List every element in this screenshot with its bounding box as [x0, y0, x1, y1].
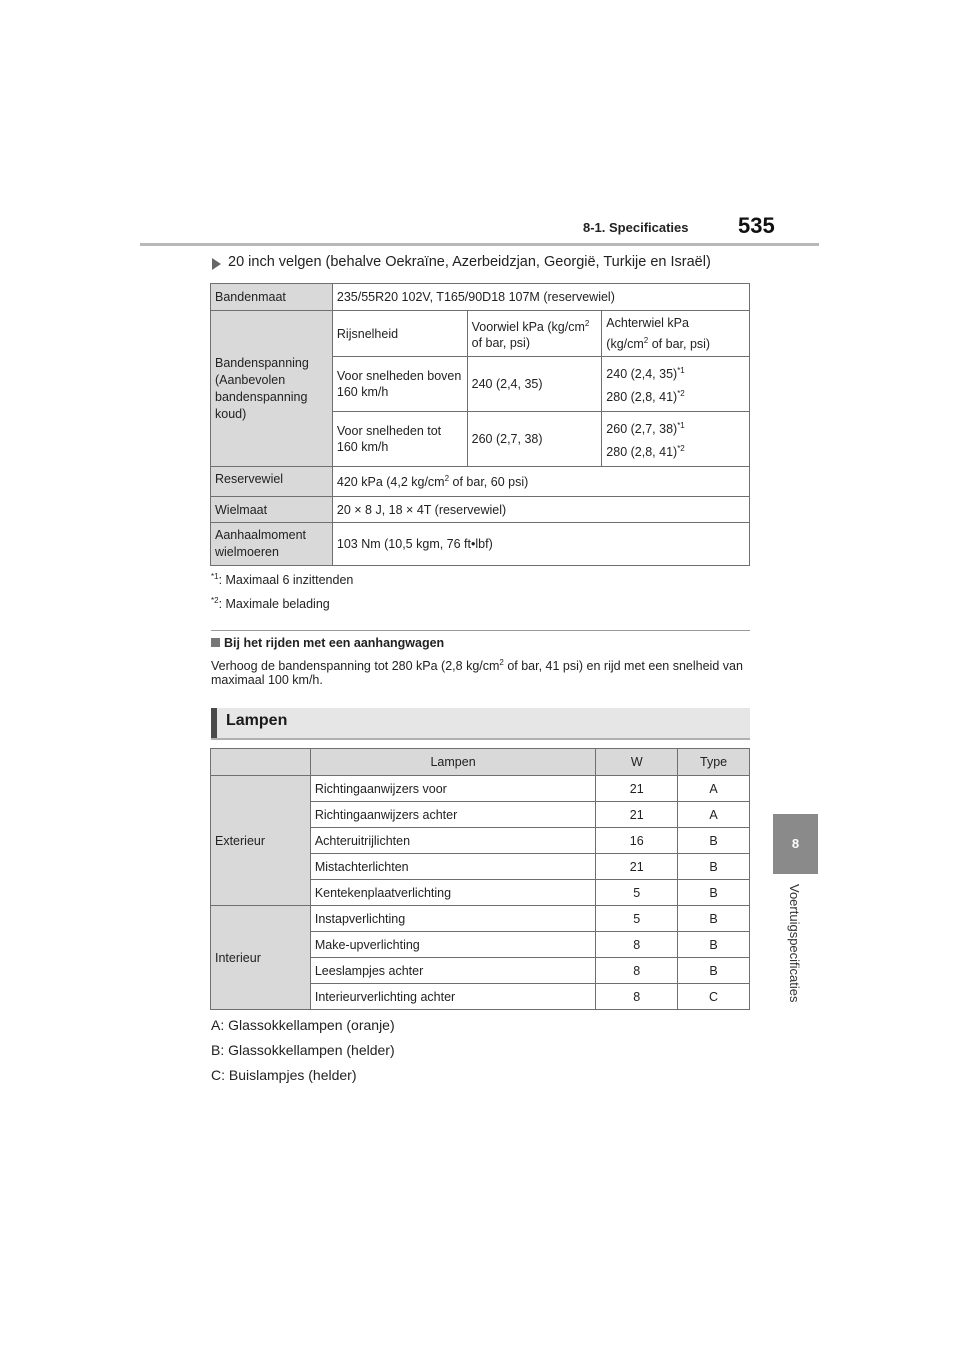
- section-title: 8-1. Specificaties: [583, 220, 689, 235]
- lamp-watt: 16: [596, 828, 678, 854]
- col-rear: [602, 311, 750, 357]
- row1-rear-a-sup: *1: [677, 365, 685, 375]
- footnote-1-mark: *1: [211, 572, 219, 581]
- lamp-name: Interieurverlichting achter: [310, 984, 595, 1010]
- header-rule: [140, 243, 819, 246]
- footnote-1: [211, 572, 353, 587]
- lamp-watt: 8: [596, 932, 678, 958]
- lamps-header-group: [211, 749, 311, 776]
- tire-size-value: 235/55R20 102V, T165/90D18 107M (reservewiel): [332, 284, 749, 311]
- section-accent: [211, 708, 217, 738]
- table-row: [211, 523, 750, 566]
- table-row: [211, 776, 750, 802]
- lamp-type: B: [678, 958, 750, 984]
- col-rear-end: of bar, psi): [648, 337, 711, 352]
- legend-a: A: Glassokkellampen (oranje): [211, 1017, 395, 1033]
- lamps-header-lamp: Lampen: [310, 749, 595, 776]
- col-front: [467, 311, 602, 357]
- page-number: 535: [738, 213, 775, 238]
- pressure-label-text: Bandenspanning (Aanbevolen bandenspanning koud): [215, 355, 309, 421]
- row1-speed: Voor snelheden boven 160 km/h: [332, 357, 467, 412]
- lamp-watt: 5: [596, 880, 678, 906]
- square-bullet-icon: [211, 638, 220, 647]
- lamp-name: Mistachterlichten: [310, 854, 595, 880]
- row1-rear-a: 240 (2,4, 35): [606, 367, 678, 381]
- lamp-name: Richtingaanwijzers achter: [310, 802, 595, 828]
- towing-text-b: of bar, 41 psi) en rijd met een snelheid van maximaal 100 km/h.: [211, 659, 743, 688]
- footnote-2-mark: *2: [211, 596, 219, 605]
- row2-rear-a-sup: *1: [677, 420, 685, 430]
- spare-sup: 2: [444, 473, 450, 483]
- towing-paragraph: [211, 656, 756, 687]
- lamps-header-w: W: [596, 749, 678, 776]
- legend-c: C: Buislampjes (helder): [211, 1067, 357, 1083]
- row2-speed: Voor snelheden tot 160 km/h: [332, 412, 467, 467]
- lamp-type: A: [678, 776, 750, 802]
- col-rear-text-2: (kg/cm: [606, 337, 644, 352]
- footnote-2-text: : Maximale belading: [218, 597, 330, 612]
- table-row: [211, 497, 750, 523]
- lamp-type: B: [678, 880, 750, 906]
- wheel-size-label: Wielmaat: [211, 497, 333, 523]
- legend-b: B: Glassokkellampen (helder): [211, 1042, 395, 1058]
- footnote-1-text: : Maximaal 6 inzittenden: [218, 573, 354, 588]
- wheel-size-value: 20 × 8 J, 18 × 4T (reservewiel): [332, 497, 749, 523]
- table-row: [211, 284, 750, 311]
- lamp-name: Achteruitrijlichten: [310, 828, 595, 854]
- lamp-type: B: [678, 854, 750, 880]
- lamp-name: Richtingaanwijzers voor: [310, 776, 595, 802]
- lamp-name: Kentekenplaatverlichting: [310, 880, 595, 906]
- group-exterior: Exterieur: [211, 776, 311, 906]
- row2-rear-b: 280 (2,8, 41): [606, 445, 678, 460]
- lamp-type: B: [678, 828, 750, 854]
- lamps-section-header: [211, 708, 750, 740]
- towing-heading: [211, 636, 444, 650]
- col-rear-text: Achterwiel kPa: [606, 315, 689, 330]
- section-divider: [211, 630, 750, 631]
- spare-value-text: 420 kPa (4,2 kg/cm: [336, 475, 445, 490]
- lamp-watt: 8: [596, 958, 678, 984]
- lamp-name: Make-upverlichting: [310, 932, 595, 958]
- row2-rear: [602, 412, 750, 467]
- table-row: [211, 467, 750, 497]
- spare-label: Reservewiel: [211, 467, 333, 497]
- towing-sup: 2: [499, 658, 504, 667]
- triangle-bullet-icon: [212, 258, 221, 270]
- row1-rear: [602, 357, 750, 412]
- col-front-sup: 2: [584, 318, 590, 328]
- col-rear-sup: 2: [643, 335, 649, 345]
- table-row: [211, 311, 750, 357]
- chapter-label: [786, 884, 802, 1024]
- torque-label: Aanhaalmoment wielmoeren: [211, 523, 333, 566]
- col-front-text: Voorwiel kPa (kg/cm: [471, 320, 585, 335]
- pressure-label: [211, 311, 333, 467]
- row1-rear-b-sup: *2: [677, 389, 685, 398]
- row1-rear-b: 280 (2,8, 41): [606, 390, 678, 405]
- lamp-watt: 21: [596, 854, 678, 880]
- footnote-2: [211, 596, 330, 611]
- lamp-watt: 8: [596, 984, 678, 1010]
- lamp-watt: 21: [596, 802, 678, 828]
- chapter-tab: 8: [773, 814, 818, 874]
- towing-text-a: Verhoog de bandenspanning tot 280 kPa (2,8 kg/cm: [211, 659, 500, 674]
- towing-heading-text: Bij het rijden met een aanhangwagen: [224, 636, 445, 650]
- row1-front: 240 (2,4, 35): [467, 357, 602, 412]
- row2-rear-b-sup: *2: [677, 444, 685, 453]
- lamp-watt: 5: [596, 906, 678, 932]
- spare-value-end: of bar, 60 psi): [449, 475, 529, 490]
- group-interior: Interieur: [211, 906, 311, 1010]
- lamp-watt: 21: [596, 776, 678, 802]
- row2-rear-a: 260 (2,7, 38): [606, 422, 678, 436]
- tire-size-label: Bandenmaat: [211, 284, 333, 311]
- lamp-name: Instapverlichting: [310, 906, 595, 932]
- tire-spec-table: [210, 283, 750, 566]
- col-speed: Rijsnelheid: [332, 311, 467, 357]
- lamp-type: B: [678, 906, 750, 932]
- table-row: [211, 906, 750, 932]
- spare-value: [332, 467, 749, 497]
- row2-front: 260 (2,7, 38): [467, 412, 602, 467]
- lamp-type: B: [678, 932, 750, 958]
- chapter-label-text: Voertuigspecificaties: [787, 884, 802, 1003]
- lamp-name: Leeslampjes achter: [310, 958, 595, 984]
- wheels-heading: 20 inch velgen (behalve Oekraïne, Azerbeidzjan, Georgië, Turkije en Israël): [228, 254, 711, 270]
- torque-value: 103 Nm (10,5 kgm, 76 ft•lbf): [332, 523, 749, 566]
- col-front-end: of bar, psi): [471, 336, 530, 351]
- lamp-type: A: [678, 802, 750, 828]
- lamps-table: [210, 748, 750, 1010]
- lamp-type: C: [678, 984, 750, 1010]
- lamps-section-title: Lampen: [226, 712, 288, 729]
- lamps-header-type: Type: [678, 749, 750, 776]
- table-header-row: [211, 749, 750, 776]
